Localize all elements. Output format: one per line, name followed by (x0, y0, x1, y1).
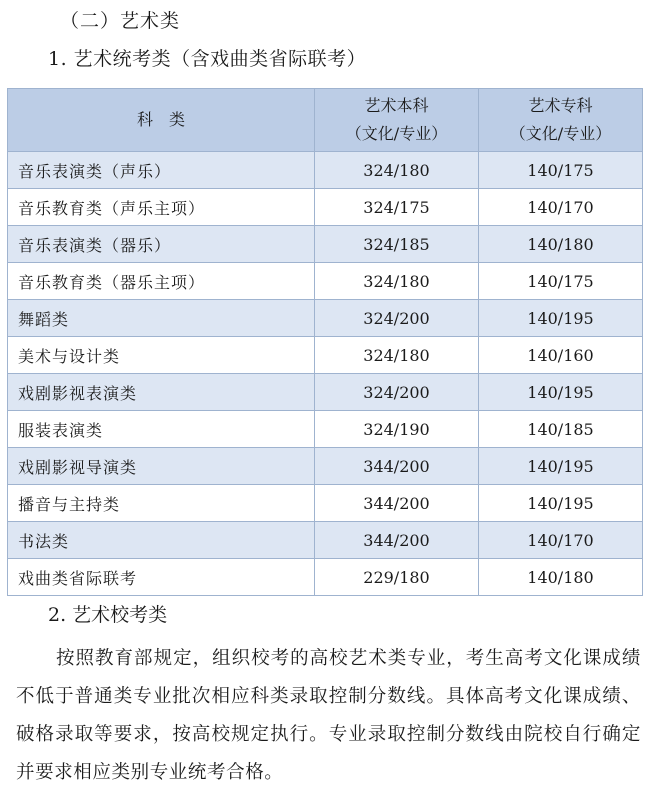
cell-junior-score: 140/175 (479, 152, 643, 189)
cell-category: 服装表演类 (8, 411, 315, 448)
cell-category: 书法类 (8, 522, 315, 559)
cell-bachelor-score: 229/180 (315, 559, 479, 596)
header-junior (479, 89, 643, 152)
cell-junior-score: 140/195 (479, 300, 643, 337)
table-body (8, 152, 643, 596)
table-row (8, 337, 643, 374)
header-bachelor-subtitle: （文化/专业） (345, 124, 448, 143)
table-row (8, 374, 643, 411)
table-row (8, 411, 643, 448)
cell-category: 美术与设计类 (8, 337, 315, 374)
score-table (7, 88, 643, 596)
cell-bachelor-score: 324/200 (315, 300, 479, 337)
table-row (8, 559, 643, 596)
header-junior-subtitle: （文化/专业） (509, 124, 612, 143)
cell-category: 戏曲类省际联考 (8, 559, 315, 596)
cell-bachelor-score: 324/190 (315, 411, 479, 448)
body-paragraph: 按照教育部规定，组织校考的高校艺术类专业，考生高考文化课成绩不低于普通类专业批次相应科类录取控制分数线。具体高考文化课成绩、破格录取等要求，按高校规定执行。专业录取控制分数线由院校自行确定并要求相应类别专业统考合格。 (16, 648, 641, 783)
table-row (8, 263, 643, 300)
cell-category: 舞蹈类 (8, 300, 315, 337)
cell-junior-score: 140/195 (479, 485, 643, 522)
cell-junior-score: 140/195 (479, 448, 643, 485)
cell-junior-score: 140/170 (479, 189, 643, 226)
table-row (8, 226, 643, 263)
cell-bachelor-score: 324/200 (315, 374, 479, 411)
cell-bachelor-score: 324/180 (315, 152, 479, 189)
table-row (8, 189, 643, 226)
cell-bachelor-score: 344/200 (315, 485, 479, 522)
cell-junior-score: 140/175 (479, 263, 643, 300)
cell-category: 戏剧影视导演类 (8, 448, 315, 485)
header-junior-title: 艺术专科 (528, 96, 593, 115)
cell-junior-score: 140/180 (479, 559, 643, 596)
cell-bachelor-score: 324/180 (315, 263, 479, 300)
cell-bachelor-score: 344/200 (315, 448, 479, 485)
cell-category: 音乐教育类（声乐主项） (8, 189, 315, 226)
cell-junior-score: 140/195 (479, 374, 643, 411)
cell-category: 音乐表演类（声乐） (8, 152, 315, 189)
table-row (8, 300, 643, 337)
header-bachelor (315, 89, 479, 152)
cell-category: 戏剧影视表演类 (8, 374, 315, 411)
cell-junior-score: 140/185 (479, 411, 643, 448)
cell-category: 播音与主持类 (8, 485, 315, 522)
table-header-row (8, 89, 643, 152)
cell-junior-score: 140/180 (479, 226, 643, 263)
table-row (8, 448, 643, 485)
cell-bachelor-score: 324/185 (315, 226, 479, 263)
header-category: 科 类 (8, 89, 315, 152)
subsection-title-unified-exam: 1. 艺术统考类（含戏曲类省际联考） (48, 48, 367, 70)
cell-junior-score: 140/160 (479, 337, 643, 374)
table-row (8, 522, 643, 559)
cell-bachelor-score: 324/180 (315, 337, 479, 374)
cell-bachelor-score: 344/200 (315, 522, 479, 559)
cell-category: 音乐表演类（器乐） (8, 226, 315, 263)
cell-bachelor-score: 324/175 (315, 189, 479, 226)
cell-category: 音乐教育类（器乐主项） (8, 263, 315, 300)
section-title: （二）艺术类 (60, 10, 181, 32)
table-row (8, 485, 643, 522)
subsection-title-school-exam: 2. 艺术校考类 (48, 604, 168, 626)
cell-junior-score: 140/170 (479, 522, 643, 559)
table-row (8, 152, 643, 189)
header-bachelor-title: 艺术本科 (364, 96, 429, 115)
